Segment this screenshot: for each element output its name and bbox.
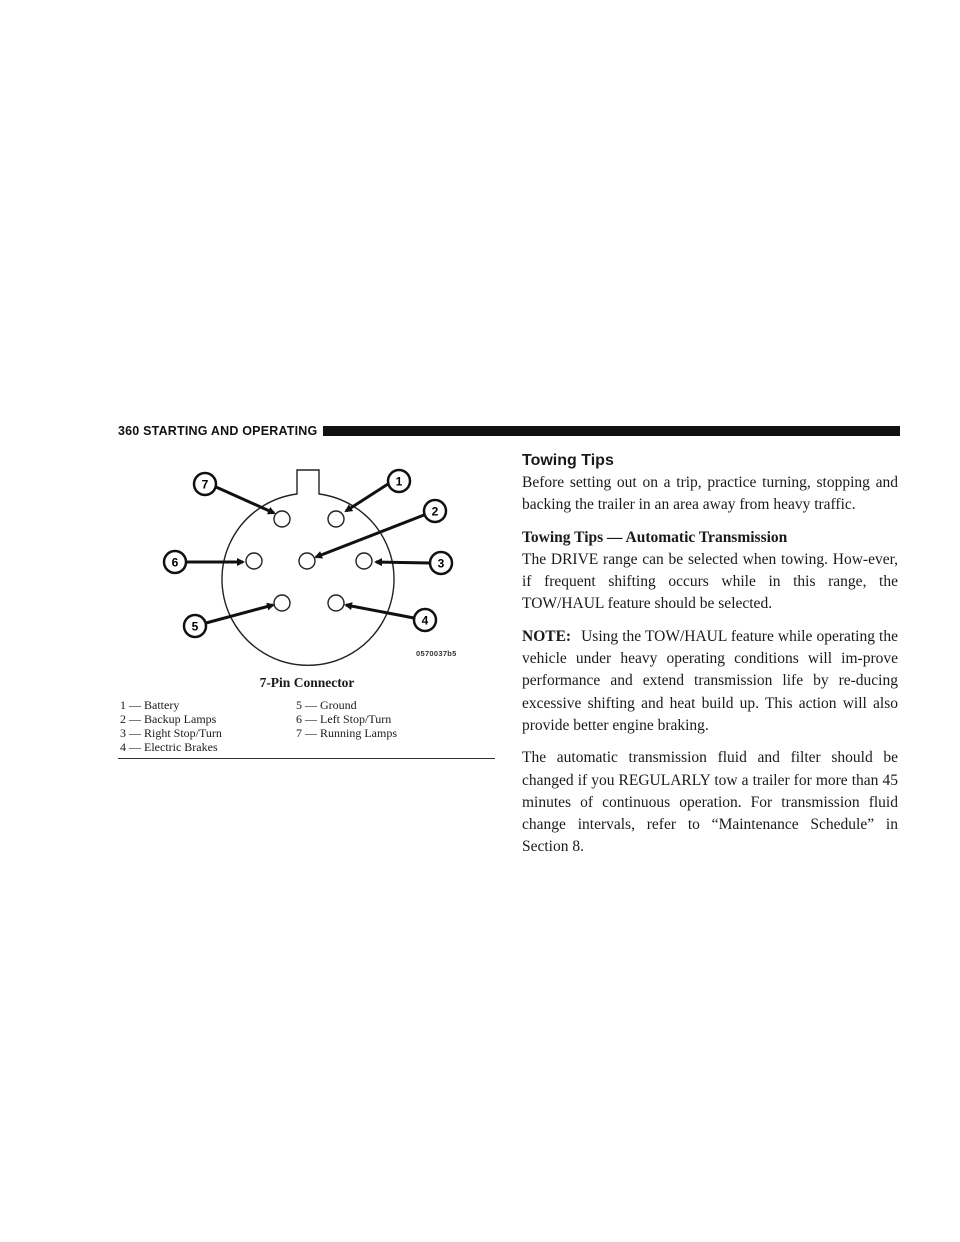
page-header [118,423,900,439]
page-header-text: 360 STARTING AND OPERATING [118,424,318,438]
arrow-4 [346,605,414,618]
svg-text:4: 4 [421,613,429,628]
pin-hole-7 [274,511,290,527]
callout-6 [164,551,186,573]
pin-hole-3 [356,553,372,569]
legend-item: 2 — Backup Lamps [120,712,217,726]
arrow-2 [316,515,424,557]
callout-1 [388,470,410,492]
svg-text:3: 3 [437,556,445,571]
arrow-1 [346,484,388,511]
callout-3 [430,552,452,574]
arrow-5 [206,605,273,623]
pin-hole-5 [274,595,290,611]
pin-hole-4 [328,595,344,611]
legend-item: 4 — Electric Brakes [120,740,218,754]
main-content [522,450,898,859]
fluid-change-paragraph: The automatic transmission fluid and filter should be changed if you REGULARLY tow a trailer for more than 45 minutes of continuous operation. For transmission fluid change intervals, refer to “Maintenance Schedule” in Section 8. [522,749,898,856]
arrow-7 [216,487,274,513]
svg-text:7: 7 [201,477,209,492]
section-title: Towing Tips [522,452,614,469]
legend-column-left [120,698,222,754]
connector-figure [118,455,496,760]
callout-5 [184,615,206,637]
note-label: NOTE: [522,627,572,645]
svg-text:1: 1 [395,474,403,489]
callout-7 [194,473,216,495]
connector-diagram [118,455,496,670]
svg-text:2: 2 [431,504,439,519]
legend-item: 1 — Battery [120,698,180,712]
legend-item: 7 — Running Lamps [296,726,397,740]
figure-code: 0570037b5 [416,649,457,658]
note-paragraph [522,626,898,737]
figure-caption: 7-Pin Connector [259,675,355,690]
legend-item: 5 — Ground [296,698,357,712]
arrow-3 [376,562,430,563]
pin-hole-2 [299,553,315,569]
legend-column-right [296,698,397,740]
legend-item: 3 — Right Stop/Turn [120,726,222,740]
legend-divider [118,758,495,759]
note-text: Using the TOW/HAUL feature while operating the vehicle under heavy operating conditions will im-prove performance and extend transmission life by re-ducing excessive shifting and heat build up. This action will also provide better engine braking. [522,627,898,734]
pin-hole-1 [328,511,344,527]
svg-text:5: 5 [191,619,199,634]
callout-2 [424,500,446,522]
drive-range-paragraph: The DRIVE range can be selected when towing. How-ever, if frequent shifting occurs while in this range, the TOW/HAUL feature should be selected. [522,550,898,613]
svg-text:6: 6 [171,555,179,570]
header-bar [323,426,900,436]
intro-paragraph: Before setting out on a trip, practice turning, stopping and backing the trailer in an area away from heavy traffic. [522,474,898,514]
legend-item: 6 — Left Stop/Turn [296,712,392,726]
subsection-title: Towing Tips — Automatic Transmission [522,528,788,546]
pin-hole-6 [246,553,262,569]
callout-4 [414,609,436,631]
